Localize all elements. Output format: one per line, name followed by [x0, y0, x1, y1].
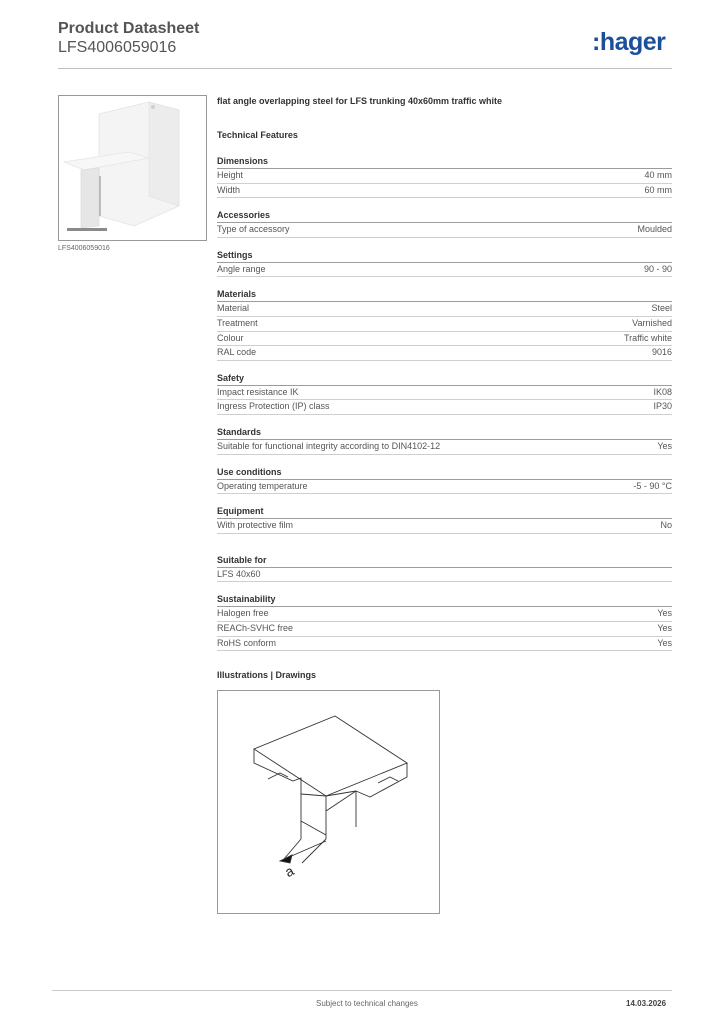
spec-label: Width [217, 184, 241, 195]
hager-logo: :hager [592, 28, 666, 56]
technical-drawing [217, 690, 440, 914]
section-title: Use conditions [217, 466, 672, 480]
section-title: Materials [217, 288, 672, 302]
section-title: Dimensions [217, 155, 672, 169]
illustrations-title: Illustrations | Drawings [217, 670, 317, 680]
sustainability-section [217, 593, 672, 651]
spec-section [217, 554, 672, 583]
spec-row [217, 317, 672, 332]
spec-section [217, 593, 672, 651]
spec-value: IK08 [653, 386, 672, 397]
spec-row [217, 519, 672, 534]
suitable-for-section [217, 554, 672, 583]
spec-sections [217, 155, 672, 534]
spec-value: Varnished [632, 317, 672, 328]
spec-value: 60 mm [644, 184, 672, 195]
product-image [58, 95, 207, 241]
spec-value: 40 mm [644, 170, 672, 180]
spec-row [217, 332, 672, 347]
footer-divider [52, 990, 672, 991]
section-title: Sustainability [217, 593, 672, 607]
spec-section [217, 426, 672, 455]
spec-label: RAL code [217, 347, 257, 358]
spec-value: Yes [657, 440, 672, 451]
spec-row [217, 622, 672, 637]
spec-label: RoHS conform [217, 637, 277, 648]
spec-row [217, 637, 672, 652]
section-title: Safety [217, 372, 672, 386]
spec-value: IP30 [653, 401, 672, 412]
product-description: flat angle overlapping steel for LFS trunking 40x60mm traffic white [217, 96, 503, 106]
spec-row [217, 386, 672, 401]
spec-label: Type of accessory [217, 224, 290, 235]
spec-label: With protective film [217, 520, 294, 531]
spec-value: 90 - 90 [643, 263, 672, 274]
section-title: Settings [217, 249, 672, 263]
spec-row [217, 400, 672, 415]
spec-row [217, 302, 672, 317]
spec-label: Impact resistance IK [217, 386, 299, 397]
product-code: LFS4006059016 [58, 39, 177, 56]
spec-label: Ingress Protection (IP) class [217, 401, 330, 412]
spec-row [217, 263, 672, 278]
spec-value: No [660, 520, 672, 531]
spec-row [217, 607, 672, 622]
dimension-label-a: a [282, 862, 297, 881]
spec-row [217, 480, 672, 495]
spec-value: Moulded [637, 224, 672, 235]
technical-content [217, 96, 672, 651]
header-divider [58, 68, 672, 69]
section-title: Standards [217, 426, 672, 440]
footer-date: 14.03.2026 [626, 999, 667, 1008]
section-title: Accessories [217, 209, 672, 223]
section-title: Suitable for [217, 554, 672, 568]
spec-row [217, 568, 672, 583]
spec-label: LFS 40x60 [217, 568, 261, 579]
spec-value: Yes [657, 637, 672, 648]
spec-row [217, 440, 672, 455]
spec-label: Height [217, 170, 244, 180]
spec-value: Traffic white [623, 332, 672, 343]
spec-row [217, 169, 672, 184]
spec-value: Steel [651, 303, 672, 314]
section-spacer [217, 534, 672, 554]
product-image-caption: LFS4006059016 [58, 245, 110, 252]
spec-label: Operating temperature [217, 480, 308, 491]
spec-value: Yes [657, 608, 672, 619]
spec-row [217, 184, 672, 199]
spec-section [217, 505, 672, 534]
spec-label: REACh-SVHC free [217, 622, 294, 633]
spec-label: Treatment [217, 317, 258, 328]
spec-label: Material [217, 303, 250, 314]
page-title: Product Datasheet [58, 20, 200, 37]
spec-label: Angle range [217, 263, 266, 274]
spec-section [217, 288, 672, 360]
spec-section [217, 209, 672, 238]
spec-label: Colour [217, 332, 244, 343]
spec-section [217, 372, 672, 415]
spec-row [217, 346, 672, 361]
spec-row [217, 223, 672, 238]
spec-section [217, 466, 672, 495]
spec-label: Suitable for functional integrity according to DIN4102-12 [217, 440, 441, 451]
spec-section [217, 249, 672, 278]
section-title: Equipment [217, 505, 672, 519]
spec-value: -5 - 90 °C [633, 480, 672, 491]
footer-note: Subject to technical changes [316, 999, 418, 1008]
technical-features-title: Technical Features [217, 130, 298, 140]
spec-value: 9016 [651, 347, 672, 358]
spec-label: Halogen free [217, 608, 269, 619]
spec-section [217, 155, 672, 198]
spec-value: Yes [657, 622, 672, 633]
